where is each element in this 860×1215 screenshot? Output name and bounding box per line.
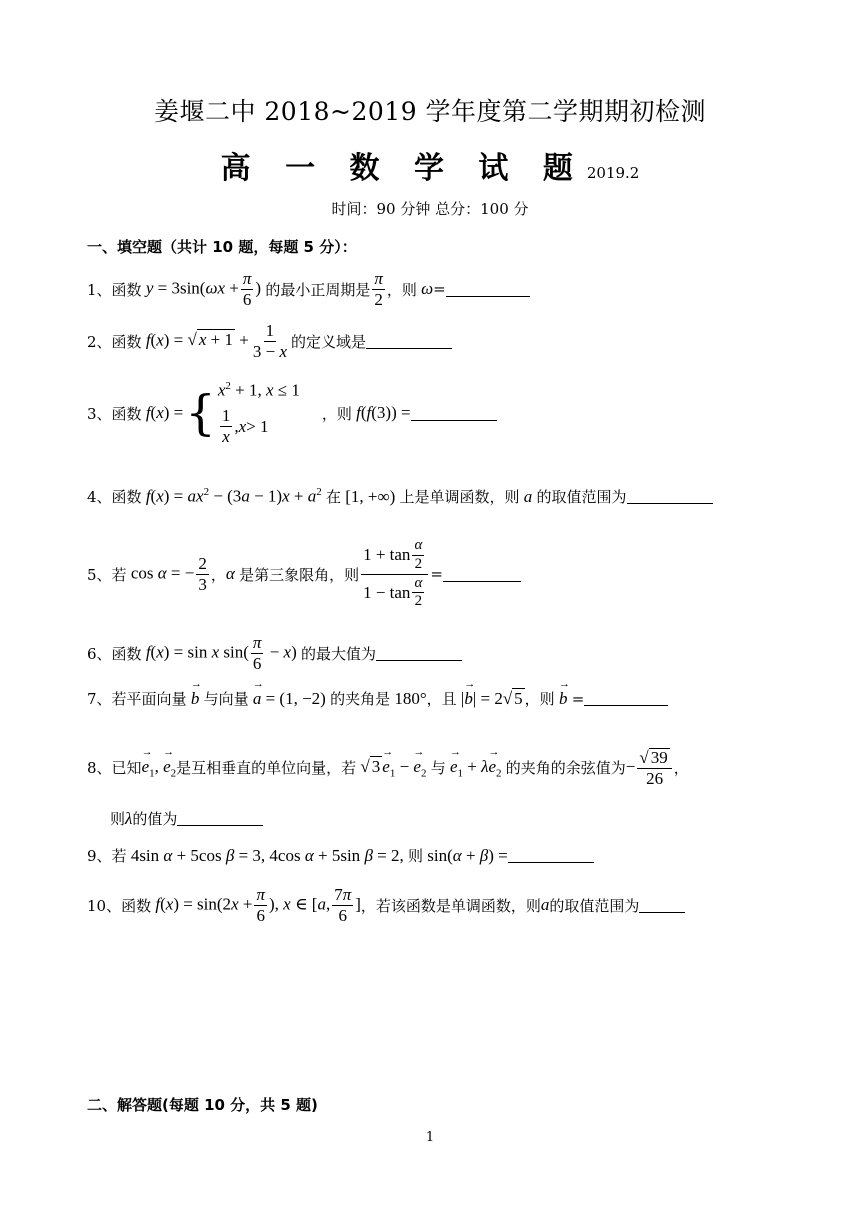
q8-number: 8、 bbox=[87, 759, 112, 778]
q3-formula: f(x) = bbox=[145, 403, 184, 422]
q3-target: f(f(3)) = bbox=[356, 403, 411, 422]
q10-variable: a bbox=[540, 895, 550, 915]
question-9 bbox=[87, 845, 594, 866]
q10-tail: ，若该函数是单调函数，则 bbox=[360, 896, 541, 915]
q10-answer-blank[interactable] bbox=[639, 898, 685, 913]
q5-mid1: ， bbox=[210, 565, 226, 584]
q4-mid1: 在 bbox=[325, 488, 341, 506]
q7-tail: = bbox=[571, 689, 585, 708]
exam-meta: 时间：90 分钟 总分：100 分 bbox=[331, 200, 529, 218]
q6-lead: 函数 bbox=[111, 644, 142, 663]
question-6 bbox=[87, 634, 462, 673]
q8-mid2: 与 bbox=[430, 759, 446, 778]
section-answer-title: 二、解答题(每题 10 分，共 5 题) bbox=[87, 1096, 318, 1114]
q7-mid2: 的夹角是 bbox=[330, 690, 391, 708]
q2-number: 2、 bbox=[87, 332, 112, 351]
q7-mid1: 与向量 bbox=[203, 690, 249, 708]
q7-answer-blank[interactable] bbox=[584, 691, 668, 706]
q9-lead: 若 bbox=[111, 847, 127, 865]
q2-lead: 函数 bbox=[111, 332, 142, 351]
q1-omega: ω bbox=[416, 279, 434, 299]
question-8 bbox=[87, 748, 689, 788]
q8-tail: ， bbox=[673, 759, 689, 778]
q4-formula: $f(x) = ax^2 - (3a - 1)x + a^2$ bbox=[145, 486, 322, 506]
q8-cosine: − √ 39 26 bbox=[626, 748, 674, 788]
q1-after: ，则 bbox=[386, 280, 417, 299]
q4-number: 4、 bbox=[87, 488, 112, 506]
q1-period: $\frac{\pi}{2}$ bbox=[374, 269, 383, 309]
q3-tail: ，则 bbox=[321, 404, 352, 423]
question-10 bbox=[87, 886, 685, 925]
q3-cases: $x^2 + 1$, x ≤ 1 $\frac{1}{x}$ , x > 1 bbox=[217, 380, 300, 447]
question-8-line-2 bbox=[110, 808, 263, 829]
q6-formula: f(x) = sin x sin( $\frac{\pi}{6}$ − x) bbox=[145, 633, 301, 673]
q7-magnitude: |→ b| = 2√ 5 bbox=[457, 688, 525, 709]
q7-number: 7、 bbox=[87, 690, 112, 708]
q4-variable: a bbox=[519, 486, 537, 506]
q8-mid3: 的夹角的余弦值为 bbox=[505, 759, 626, 778]
q7-vector-b: → b bbox=[187, 689, 204, 709]
exam-date: 2019.2 bbox=[586, 164, 640, 182]
q8-vector-2: → $e_1 + \lambda\to e_2$ bbox=[446, 757, 506, 779]
q8-mid1: 是互相垂直的单位向量，若 bbox=[176, 759, 357, 778]
q9-answer-blank[interactable] bbox=[508, 848, 594, 863]
q7-target: → b bbox=[555, 689, 572, 709]
question-5 bbox=[87, 538, 521, 610]
q4-mid2: 上是单调函数，则 bbox=[399, 488, 520, 506]
section-fill-in-title: 一、填空题（共计 10 题，每题 5 分）： bbox=[87, 238, 357, 256]
q10-formula: f(x) = sin(2x + $\frac{\pi}{6}$ ), x ∈ [a, $\frac{7\pi}{6}$ ] bbox=[155, 885, 361, 925]
q1-answer-blank[interactable] bbox=[446, 282, 530, 297]
q8-answer-blank[interactable] bbox=[177, 811, 263, 826]
q10-tail2: 的取值范围为 bbox=[549, 896, 640, 915]
q3-brace: { bbox=[185, 385, 216, 441]
q7-vector-a: → a = (1, −2) bbox=[249, 689, 331, 709]
q8-lead: 已知 bbox=[111, 759, 142, 778]
q1-number: 1、 bbox=[87, 280, 112, 299]
q6-answer-blank[interactable] bbox=[376, 646, 462, 661]
question-7 bbox=[87, 688, 668, 709]
q4-answer-blank[interactable] bbox=[627, 489, 713, 504]
q6-tail: 的最大值为 bbox=[301, 644, 377, 663]
q4-tail: 的取值范围为 bbox=[536, 488, 627, 506]
question-2 bbox=[87, 322, 452, 361]
q9-equations: 4sin α + 5cos β = 3, 4cos α + 5sin β = 2, bbox=[126, 845, 408, 865]
question-4 bbox=[87, 486, 713, 507]
q3-answer-blank[interactable] bbox=[411, 406, 497, 421]
q2-formula: f(x) = √ x + 1 + $\frac{1}{3 - x}$ bbox=[145, 321, 287, 361]
q7-angle: 180° bbox=[390, 688, 427, 708]
q8-line2b: 的值为 bbox=[132, 810, 178, 828]
q7-mid3: ，且 bbox=[426, 690, 457, 708]
q9-mid: 则 bbox=[408, 847, 424, 865]
q3-number: 3、 bbox=[87, 404, 112, 423]
q2-tail: 的定义域是 bbox=[290, 332, 366, 351]
q1-mid: 的最小正周期是 bbox=[265, 280, 371, 299]
q5-lead: 若 bbox=[111, 565, 127, 584]
q8-lambda: λ bbox=[125, 808, 133, 828]
school-title: 姜堰二中 2018~2019 学年度第二学期期初检测 bbox=[153, 97, 707, 126]
q5-answer-blank[interactable] bbox=[443, 567, 521, 582]
title-row bbox=[0, 143, 860, 187]
q6-number: 6、 bbox=[87, 644, 112, 663]
q5-number: 5、 bbox=[87, 565, 112, 584]
q8-unit-vectors: → $e_1$, → $e_2$ bbox=[142, 757, 177, 779]
q5-tail: = bbox=[430, 565, 443, 583]
page-number: 1 bbox=[425, 1130, 435, 1145]
q2-answer-blank[interactable] bbox=[366, 334, 452, 349]
q4-lead: 函数 bbox=[111, 488, 142, 506]
q1-lead: 函数 bbox=[111, 280, 142, 299]
q3-lead: 函数 bbox=[111, 404, 142, 423]
q10-lead: 函数 bbox=[121, 896, 152, 915]
q5-cos: cos α = − $\frac{2}{3}$ bbox=[126, 553, 207, 594]
q5-alpha: α bbox=[225, 564, 240, 583]
q9-number: 9、 bbox=[87, 847, 112, 865]
q7-lead: 若平面向量 bbox=[111, 690, 187, 708]
question-1 bbox=[87, 270, 530, 309]
question-3 bbox=[87, 380, 497, 446]
q10-number: 10、 bbox=[87, 896, 122, 915]
exam-title: 高 一 数 学 试 题 bbox=[220, 151, 585, 186]
q5-expression: 1 + tan $\frac{\alpha}{2}$ 1 − tan $\frac{\alpha}{2}$ bbox=[359, 538, 430, 610]
q4-interval: [1, +∞) bbox=[340, 486, 400, 506]
q1-formula: y = 3sin(ωx + $\frac{\pi}{6}$ ) bbox=[145, 269, 266, 309]
q1-tail: = bbox=[433, 280, 446, 299]
q5-mid2: 是第三象限角，则 bbox=[239, 565, 360, 584]
q7-mid4: ，则 bbox=[524, 690, 555, 708]
q9-target: sin(α + β) = bbox=[423, 845, 508, 865]
q8-vector-1: √ 3 → $e_1$ − → $e_2$ bbox=[356, 756, 431, 779]
q8-line2: 则 bbox=[110, 810, 126, 828]
